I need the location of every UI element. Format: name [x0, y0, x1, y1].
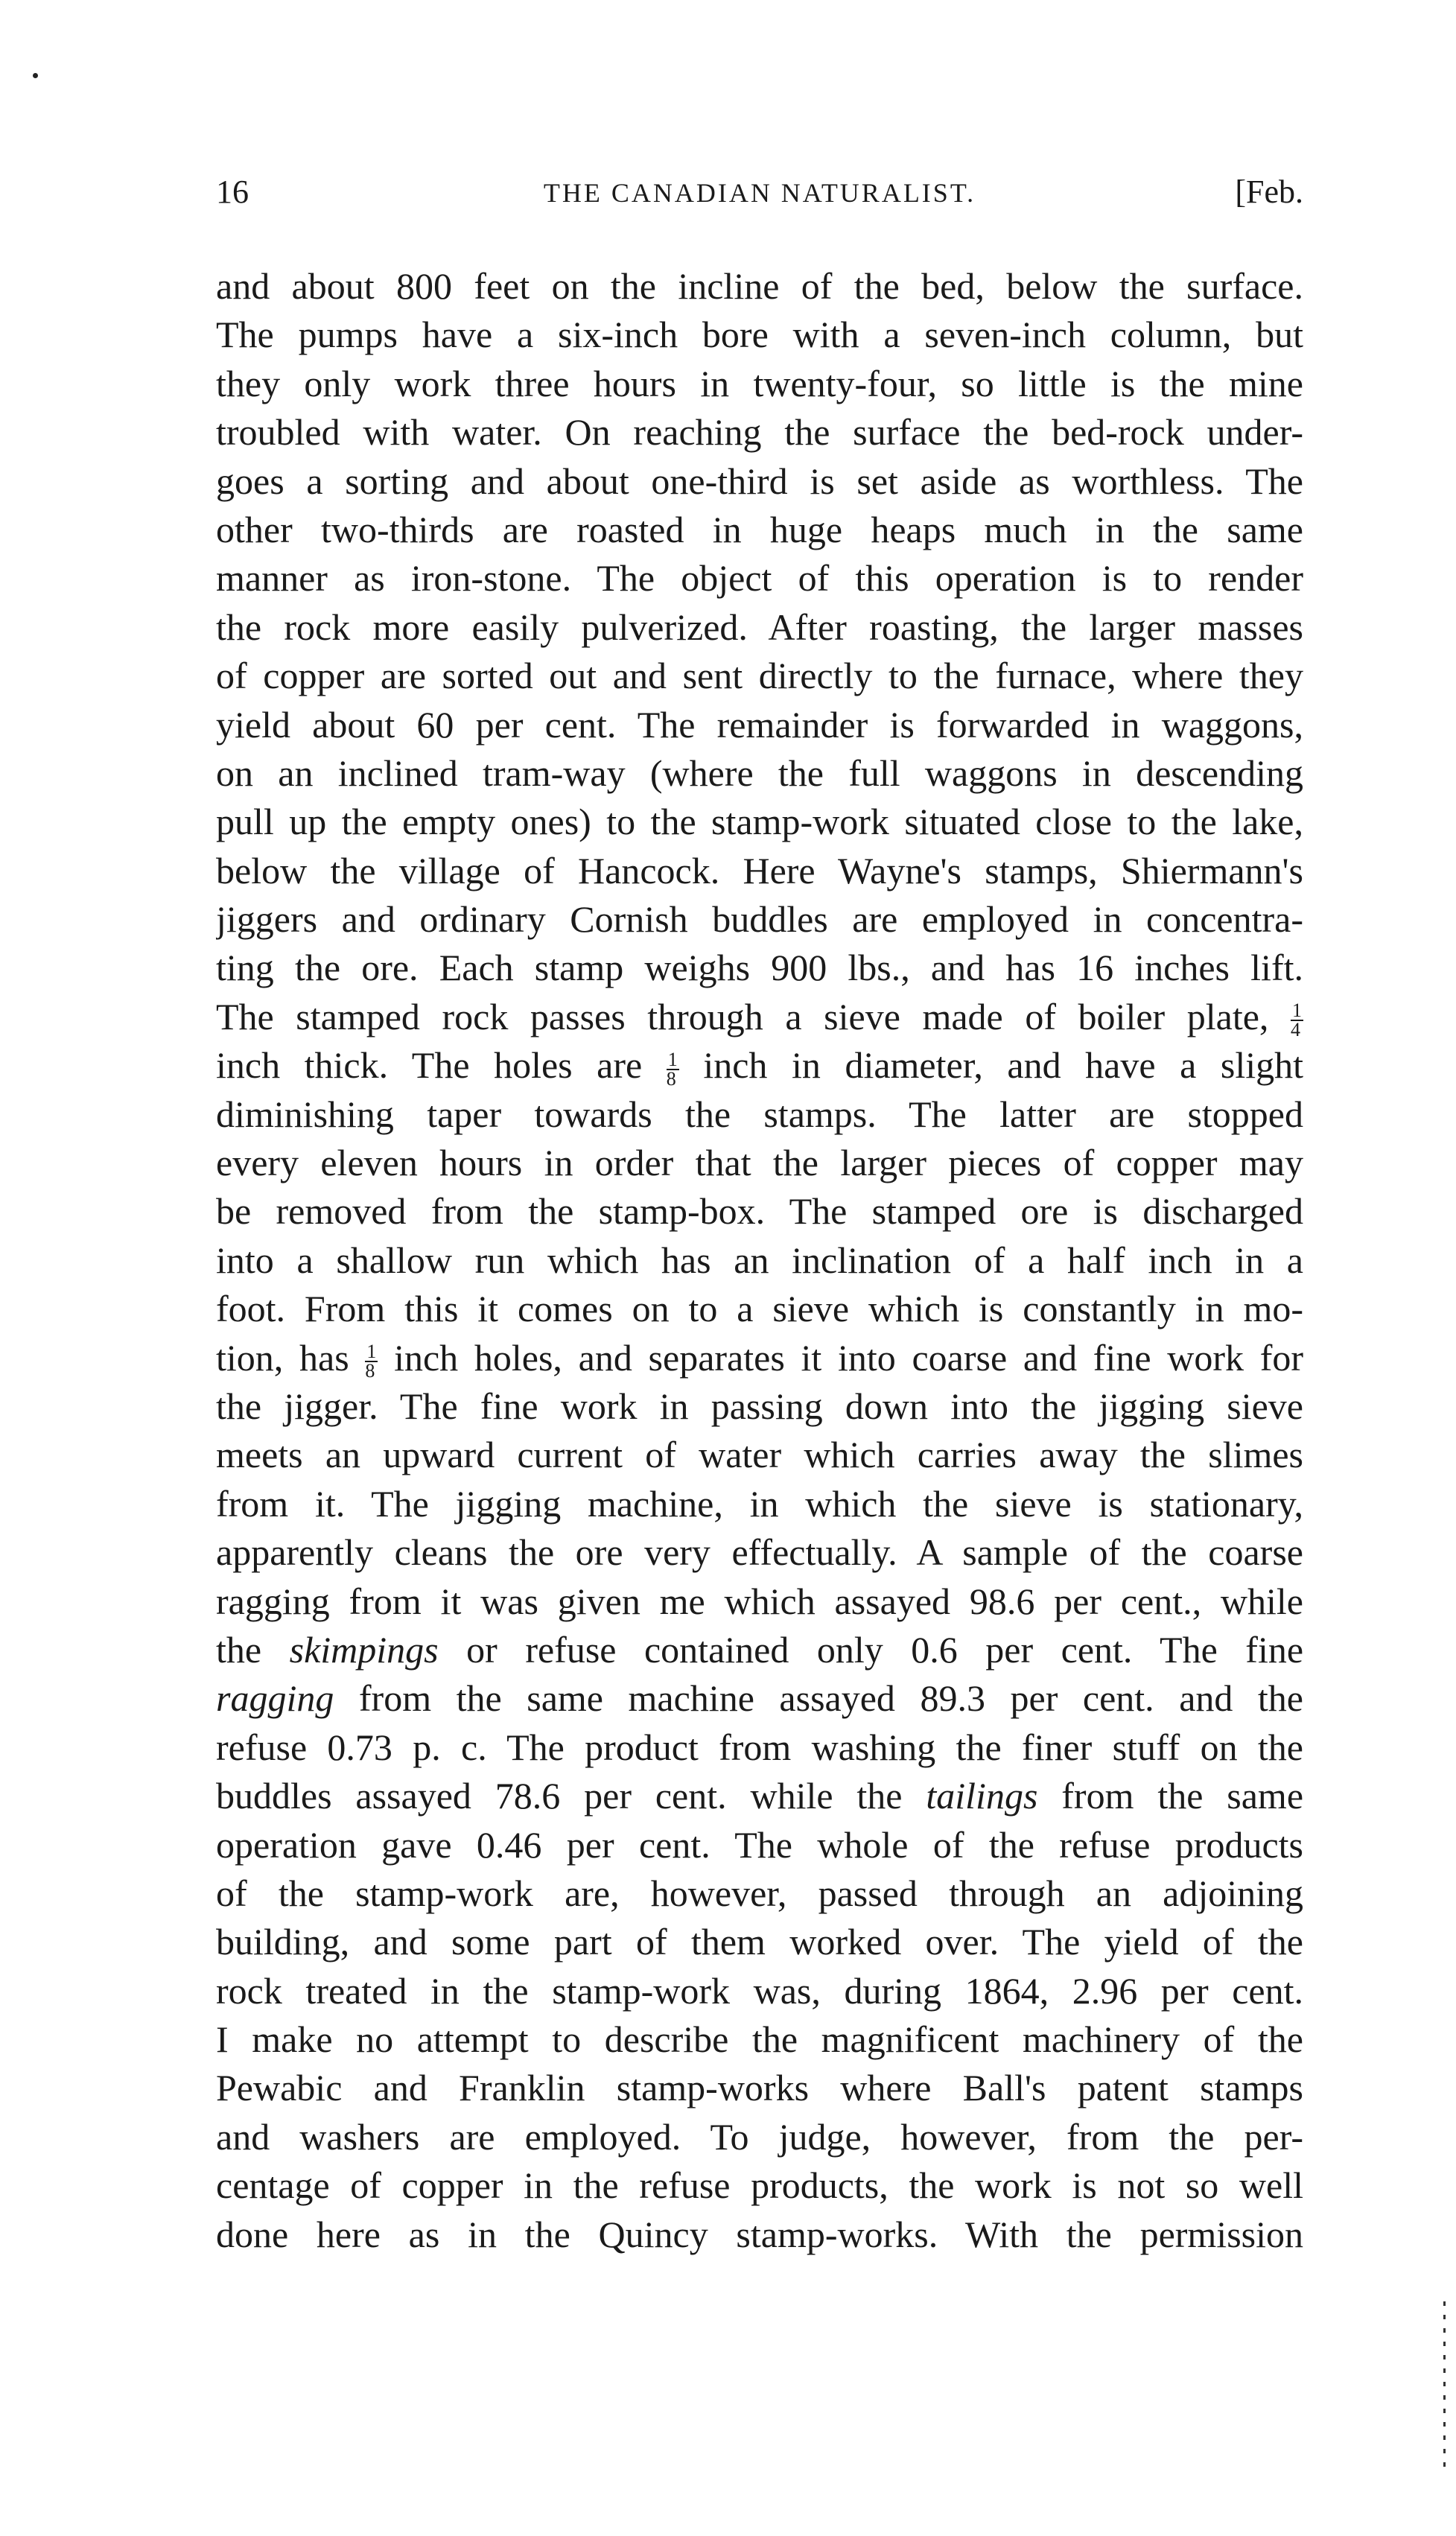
- text-line: [216, 2064, 1303, 2112]
- text-line: [216, 1918, 1303, 1966]
- text-line: [216, 506, 1303, 554]
- line-text: into a shallow run which has an inclination of a half inch in a: [216, 1239, 1303, 1281]
- text-line: [216, 1139, 1303, 1187]
- line-text: refuse 0.73 p. c. The product from washing the finer stuff on the: [216, 1726, 1303, 1768]
- text-line: [216, 1577, 1303, 1626]
- line-text: from it. The jigging machine, in which the sieve is stationary,: [216, 1482, 1303, 1525]
- line-text: of the stamp-work are, however, passed through an adjoining: [216, 1872, 1303, 1914]
- text-line: [216, 1187, 1303, 1236]
- text-line: [216, 652, 1303, 700]
- line-text-after: or refuse contained only 0.6 per cent. The fine: [466, 1628, 1303, 1671]
- scan-edge-marks: [1443, 2301, 1446, 2473]
- line-text: other two-thirds are roasted in huge heaps much in the same: [216, 508, 1303, 550]
- text-line: [216, 1480, 1303, 1528]
- fraction-denominator: 8: [365, 1360, 375, 1382]
- fraction: [365, 1343, 378, 1380]
- text-line: [216, 1528, 1303, 1577]
- line-text: foot. From this it comes on to a sieve which is constantly in mo-: [216, 1288, 1303, 1330]
- fraction: [1291, 1002, 1303, 1039]
- line-text: and about 800 feet on the incline of the bed, below the surface.: [216, 265, 1303, 307]
- text-line: [216, 1869, 1303, 1918]
- text-line: [216, 1285, 1303, 1333]
- fraction: [666, 1048, 679, 1090]
- text-line: [216, 1674, 1303, 1723]
- line-text: troubled with water. On reaching the surface the bed-rock under-: [216, 411, 1303, 454]
- line-text: meets an upward current of water which carries away the slimes: [216, 1434, 1303, 1476]
- text-line: [216, 2211, 1303, 2259]
- italic-term: tailings: [926, 1775, 1038, 1817]
- line-text-before: tion, has: [216, 1336, 349, 1379]
- line-text: ragging from it was given me which assayed 98.6 per cent., while: [216, 1580, 1303, 1622]
- text-line: [216, 944, 1303, 992]
- line-text: Pewabic and Franklin stamp-works where Ball's patent stamps: [216, 2067, 1303, 2109]
- text-line: [216, 1334, 1303, 1382]
- line-text: of copper are sorted out and sent directly to the furnace, where they: [216, 655, 1303, 697]
- page-number: 16: [216, 174, 249, 210]
- text-line: [216, 1041, 1303, 1090]
- line-text: building, and some part of them worked over. The yield of the: [216, 1921, 1303, 1963]
- fraction-denominator: 8: [666, 1067, 676, 1090]
- fraction-numerator: 1: [366, 1341, 377, 1363]
- text-line: [216, 360, 1303, 408]
- fraction-denominator: 4: [1291, 1019, 1300, 1041]
- text-line: [216, 847, 1303, 895]
- line-text: on an inclined tram-way (where the full waggons in descending: [216, 751, 1303, 794]
- line-text: pull up the empty ones) to the stamp-work situated close to the lake,: [216, 801, 1303, 843]
- text-line: [216, 895, 1303, 944]
- text-line: [216, 749, 1303, 798]
- text-line: [216, 1821, 1303, 1869]
- text-line: [216, 408, 1303, 457]
- text-line: [216, 262, 1303, 311]
- line-text: manner as iron-stone. The object of this operation is to render: [216, 557, 1303, 600]
- line-text: The pumps have a six-inch bore with a seven-inch column, but: [216, 314, 1303, 356]
- line-text: apparently cleans the ore very effectually. A sample of the coarse: [216, 1531, 1303, 1574]
- text-line: [216, 2161, 1303, 2210]
- text-line: [216, 1236, 1303, 1285]
- line-text-before: the: [216, 1628, 262, 1671]
- line-text: ting the ore. Each stamp weighs 900 lbs., and has 16 inches lift.: [216, 947, 1303, 989]
- text-line: [216, 603, 1303, 652]
- text-line: [216, 2015, 1303, 2064]
- text-line: [216, 2113, 1303, 2161]
- line-text: goes a sorting and about one-third is set aside as worthless. The: [216, 460, 1303, 502]
- text-line: [216, 311, 1303, 359]
- text-line: [216, 1090, 1303, 1139]
- fraction-numerator: 1: [667, 1048, 678, 1070]
- line-text: I make no attempt to describe the magnificent machinery of the: [216, 2018, 1303, 2061]
- text-line: [216, 1626, 1303, 1674]
- line-text-before: inch thick. The holes are: [216, 1044, 643, 1087]
- text-line: [216, 457, 1303, 506]
- italic-term: ragging: [216, 1677, 334, 1720]
- section-mark: [Feb.: [1235, 174, 1303, 210]
- line-text: every eleven hours in order that the larger pieces of copper may: [216, 1142, 1303, 1184]
- line-text: the jigger. The fine work in passing down into the jigging sieve: [216, 1385, 1303, 1427]
- line-text: they only work three hours in twenty-four, so little is the mine: [216, 362, 1303, 404]
- line-text: operation gave 0.46 per cent. The whole of the refuse products: [216, 1823, 1303, 1866]
- text-line: [216, 1723, 1303, 1772]
- fraction-numerator: 1: [1292, 1000, 1302, 1022]
- line-text: the rock more easily pulverized. After roasting, the larger masses: [216, 606, 1303, 648]
- line-text-before: buddles assayed 78.6 per cent. while the: [216, 1775, 903, 1817]
- text-line: [216, 798, 1303, 846]
- text-line: [216, 1382, 1303, 1431]
- line-text-after: inch holes, and separates it into coarse and fine work for: [394, 1336, 1303, 1379]
- text-line: [216, 1431, 1303, 1479]
- line-text: below the village of Hancock. Here Wayne's stamps, Shiermann's: [216, 849, 1303, 892]
- running-head: THE CANADIAN NATURALIST.: [543, 178, 976, 208]
- line-text-before: The stamped rock passes through a sieve made of boiler plate,: [216, 995, 1269, 1037]
- text-line: [216, 701, 1303, 749]
- italic-term: skimpings: [289, 1628, 439, 1671]
- scan-speck: [33, 73, 38, 78]
- line-text: and washers are employed. To judge, however, from the per-: [216, 2115, 1303, 2158]
- line-text: jiggers and ordinary Cornish buddles are employed in concentra-: [216, 898, 1303, 941]
- text-line: [216, 554, 1303, 603]
- page-header: [216, 173, 1303, 232]
- line-text: centage of copper in the refuse products, the work is not so well: [216, 2164, 1303, 2207]
- line-text: rock treated in the stamp-work was, during 1864, 2.96 per cent.: [216, 1969, 1303, 2012]
- line-text: diminishing taper towards the stamps. The latter are stopped: [216, 1093, 1303, 1135]
- line-text-after: inch in diameter, and have a slight: [703, 1044, 1303, 1087]
- line-text-after: from the same machine assayed 89.3 per cent. and the: [358, 1677, 1303, 1720]
- line-text: be removed from the stamp-box. The stamped ore is discharged: [216, 1190, 1303, 1233]
- text-line: [216, 1967, 1303, 2015]
- line-text: yield about 60 per cent. The remainder is forwarded in waggons,: [216, 703, 1303, 746]
- line-text: done here as in the Quincy stamp-works. With the permission: [216, 2213, 1303, 2255]
- line-text-after: from the same: [1061, 1775, 1303, 1817]
- body-text: [216, 262, 1303, 2259]
- text-line: [216, 1772, 1303, 1820]
- text-line: [216, 993, 1303, 1041]
